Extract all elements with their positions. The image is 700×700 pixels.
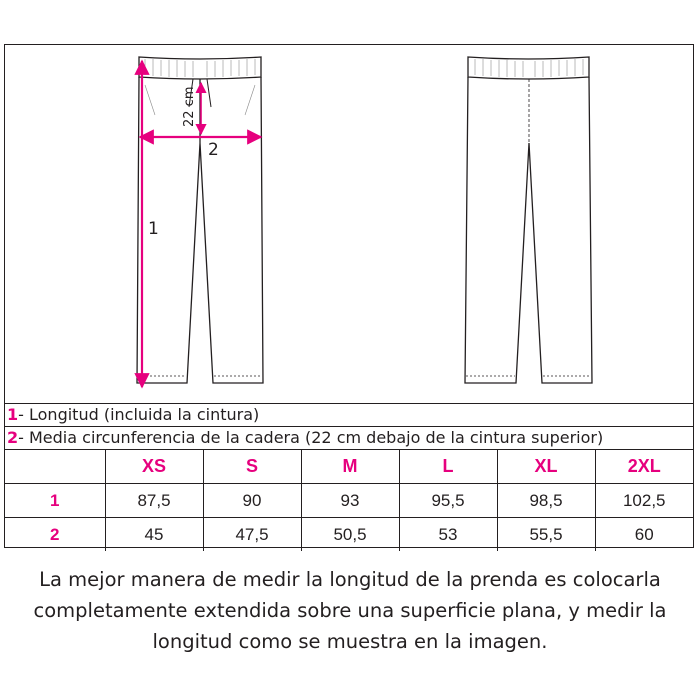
table-corner-cell bbox=[5, 450, 105, 484]
rise-label: 22 cm bbox=[182, 86, 197, 127]
legend-length bbox=[5, 403, 693, 426]
back-waistband-shirring bbox=[475, 59, 583, 77]
size-header-s: S bbox=[203, 450, 301, 484]
legend-hip bbox=[5, 426, 693, 449]
length-marker: 1 bbox=[148, 219, 159, 239]
hip-marker: 2 bbox=[208, 140, 219, 160]
row-label-length: 1 bbox=[5, 484, 105, 518]
size-chart-frame bbox=[4, 44, 694, 548]
note-line: longitud como se muestra en la imagen. bbox=[152, 630, 548, 653]
table-cell: 60 bbox=[595, 518, 693, 552]
measuring-note bbox=[0, 564, 700, 657]
table-cell: 90 bbox=[203, 484, 301, 518]
note-line: completamente extendida sobre una superficie plana, y medir la bbox=[33, 599, 667, 622]
size-header-l: L bbox=[399, 450, 497, 484]
table-row bbox=[5, 484, 693, 518]
front-waistband-shirring bbox=[145, 59, 255, 77]
size-header-row bbox=[5, 450, 693, 484]
size-table bbox=[5, 449, 693, 551]
size-header-2xl: 2XL bbox=[595, 450, 693, 484]
garment-drawing bbox=[5, 45, 693, 403]
table-row bbox=[5, 518, 693, 552]
row-label-hip: 2 bbox=[5, 518, 105, 552]
front-waistband bbox=[139, 57, 261, 79]
table-cell: 45 bbox=[105, 518, 203, 552]
legend-hip-text: - Media circunferencia de la cadera (22 cm debajo de la cintura superior) bbox=[18, 428, 604, 447]
pants-back-view bbox=[465, 57, 592, 383]
table-cell: 93 bbox=[301, 484, 399, 518]
table-cell: 47,5 bbox=[203, 518, 301, 552]
table-cell: 53 bbox=[399, 518, 497, 552]
table-cell: 102,5 bbox=[595, 484, 693, 518]
size-header-m: M bbox=[301, 450, 399, 484]
size-header-xs: XS bbox=[105, 450, 203, 484]
legend-length-number: 1 bbox=[7, 405, 19, 424]
table-cell: 98,5 bbox=[497, 484, 595, 518]
note-line: La mejor manera de medir la longitud de la prenda es colocarla bbox=[39, 568, 661, 591]
legend-length-text: - Longitud (incluida la cintura) bbox=[18, 405, 260, 424]
back-waistband bbox=[468, 57, 589, 79]
size-header-xl: XL bbox=[497, 450, 595, 484]
table-cell: 95,5 bbox=[399, 484, 497, 518]
table-cell: 50,5 bbox=[301, 518, 399, 552]
table-cell: 55,5 bbox=[497, 518, 595, 552]
back-leg-outline bbox=[465, 77, 592, 383]
table-cell: 87,5 bbox=[105, 484, 203, 518]
legend-hip-number: 2 bbox=[7, 428, 19, 447]
